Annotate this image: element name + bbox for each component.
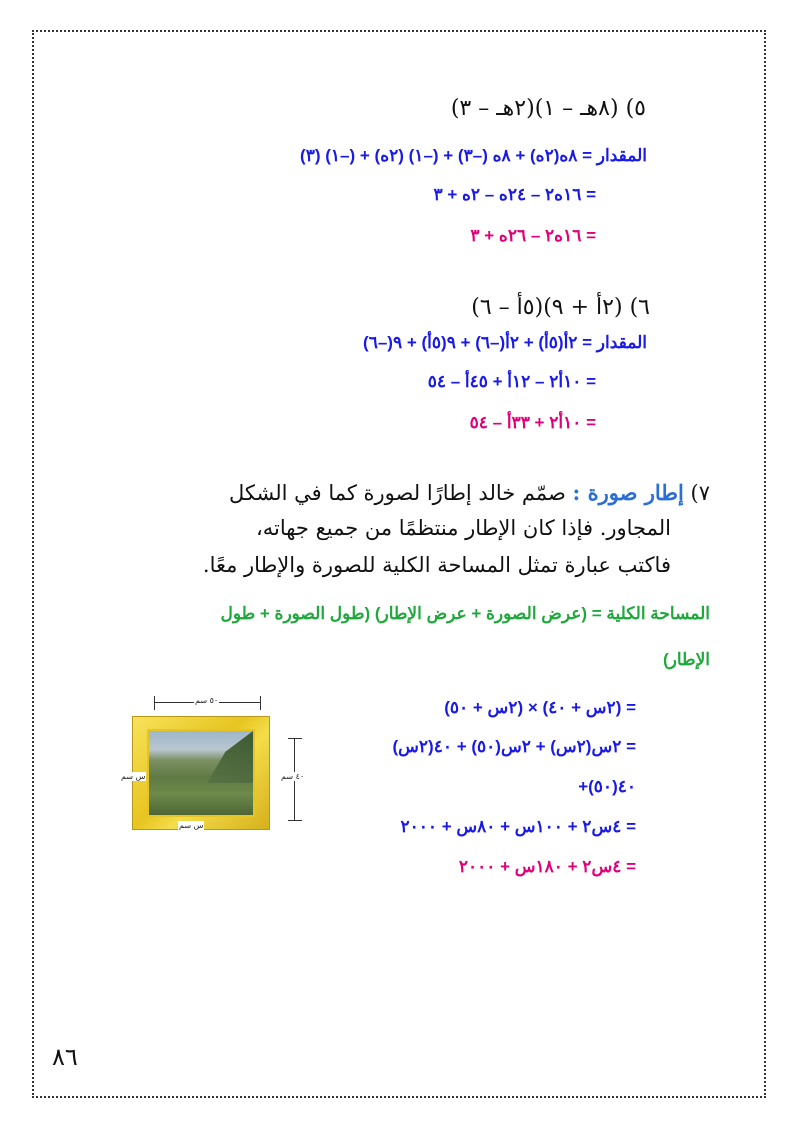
- answer-line-1: المساحة الكلية = (عرض الصورة + عرض الإطار) (طول الصورة + طول: [220, 604, 710, 623]
- answer-line-2: الإطار): [663, 650, 710, 669]
- height-dimension-tick-bottom: [288, 820, 302, 821]
- picture-frame: [132, 716, 270, 830]
- problem-5-step-2: = ١٦ه٢ – ٢٤ه – ٢ه + ٣: [433, 185, 596, 204]
- problem-5-statement: ٥) (٨هـ – ١)(٢هـ – ٣): [450, 96, 646, 121]
- problem-6-step-1: المقدار = ٢أ(٥أ) + ٢أ(–٦) + ٩(٥أ) + ٩(–٦): [363, 333, 647, 352]
- hill-shape: [207, 731, 253, 783]
- problem-6-statement: ٦) (٢أ + ٩)(٥أ – ٦): [471, 295, 650, 320]
- page-number: ٨٦: [52, 1044, 78, 1071]
- bottom-frame-label: س سم: [179, 821, 204, 830]
- problem-7-line-1: [229, 480, 710, 505]
- landscape-photo: [147, 729, 255, 817]
- calc-line-2: = ٢س(٢س) + ٢س(٥٠) + ٤٠(٢س): [392, 737, 636, 756]
- problem-6-step-2: = ١٠أ٢ – ١٢أ + ٤٥أ – ٥٤: [427, 372, 596, 391]
- problem-5-step-3: = ١٦ه٢ – ٢٦ه + ٣: [470, 226, 596, 245]
- framed-picture-figure: [116, 690, 316, 840]
- height-dimension-tick-top: [288, 738, 302, 739]
- problem-7-text-1: صمّم خالد إطارًا لصورة كما في الشكل: [228, 481, 566, 505]
- problem-5-step-1: المقدار = ٨ه(٢ه) + ٨ه (–٣) + (–١) (٢ه) + (–١) (٣): [300, 146, 647, 165]
- calc-line-4: = ٤س٢ + ١٠٠س + ٨٠س + ٢٠٠٠: [400, 817, 636, 836]
- problem-7-text-2: المجاور. فإذا كان الإطار منتظمًا من جميع جهاته،: [255, 516, 671, 540]
- height-label: ٤٠ سم: [281, 772, 305, 781]
- problem-7-text-3: فاكتب عبارة تمثل المساحة الكلية للصورة والإطار معًا.: [202, 553, 671, 577]
- calc-line-5: = ٤س٢ + ١٨٠س + ٢٠٠٠: [458, 857, 636, 876]
- width-label: ٥٠ سم: [195, 696, 219, 705]
- problem-6-step-3: = ١٠أ٢ + ٣٣أ – ٥٤: [469, 413, 596, 432]
- problem-7-topic: إطار صورة :: [572, 480, 684, 505]
- calc-line-1: = (٢س + ٤٠) × (٢س + ٥٠): [444, 698, 636, 717]
- calc-line-3: +٤٠(٥٠): [578, 777, 636, 796]
- side-frame-label: س سم: [121, 772, 146, 781]
- width-dimension-tick-right: [260, 696, 261, 710]
- width-dimension-tick-left: [154, 696, 155, 710]
- problem-7-number: ٧): [690, 481, 710, 505]
